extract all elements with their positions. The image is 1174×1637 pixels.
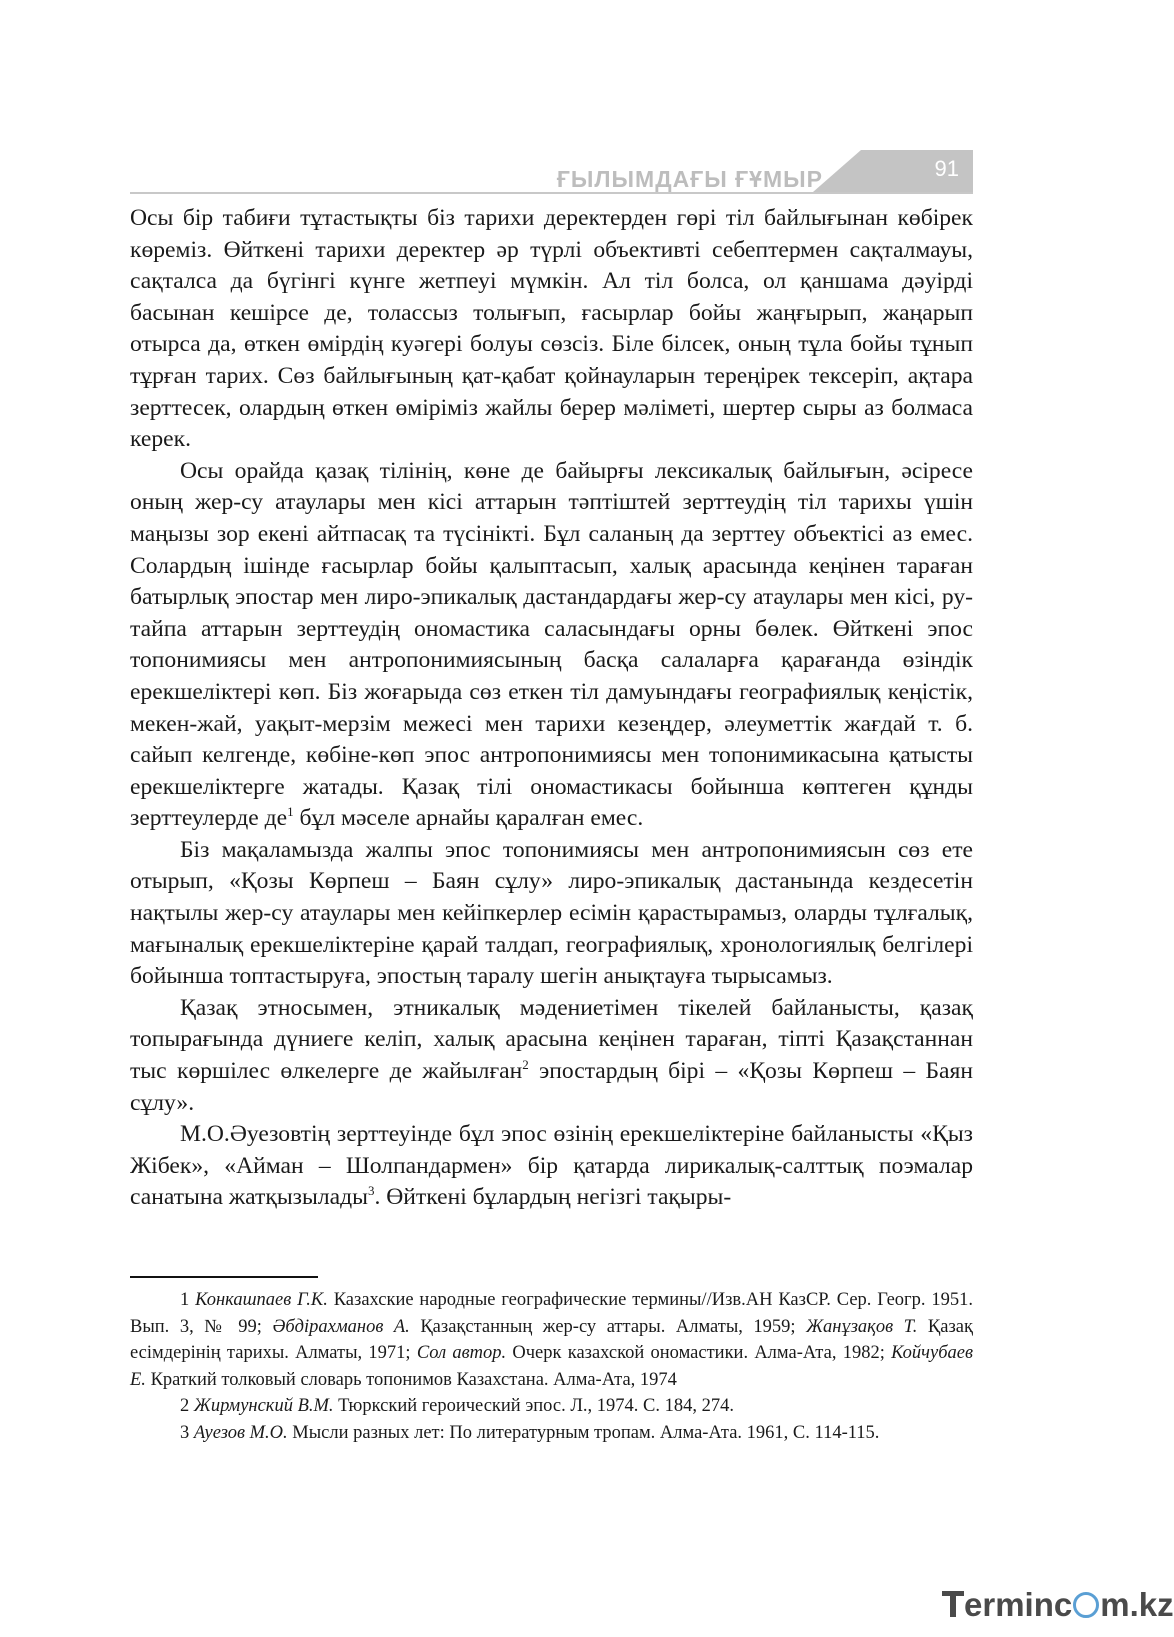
page-number: 91: [934, 156, 959, 181]
footnote-ref-1: 1: [287, 804, 294, 820]
footnote-1-author-3: Жанұзақов Т.: [806, 1316, 918, 1337]
main-text: [130, 203, 973, 1214]
paragraph-2: [130, 456, 973, 835]
footnote-1-author-4: Сол автор.: [416, 1343, 507, 1364]
paragraph-4-text-a: Қазақ этносымен, этникалық мәдениетімен тікелей байланысты, қазақ топырағында дүниеге келіп, халық арасына кеңінен тараған, тіпті Қазақстаннан тыс көршілес өлкелерге де жайылған: [130, 994, 973, 1085]
footnote-1-text-4: Очерк казахской ономастики. Алма-Ата, 1982;: [506, 1343, 892, 1364]
paragraph-2-text-b: бұл мәселе арнайы қаралған емес.: [293, 805, 644, 832]
watermark-text-3: m.kz: [1100, 1586, 1174, 1623]
footnote-2: [130, 1393, 973, 1420]
running-header: [130, 150, 973, 196]
footnote-3-number: 3: [180, 1422, 190, 1443]
footnote-1-number: 1: [180, 1290, 190, 1310]
footnote-1-text-3: Қазақ есімдерінің тарихы. Алматы, 1971;: [130, 1316, 973, 1364]
footnote-ref-2: 2: [522, 1057, 529, 1073]
footnote-separator: [130, 1276, 318, 1278]
footnote-1: [130, 1287, 973, 1393]
watermark-text-1: ermin: [964, 1586, 1054, 1623]
paragraph-1: Осы бір табиғи тұтастықты біз тарихи деректерден гөрі тіл байлығынан көбірек көреміз. Өйткені тарихи деректер әр түрлі объективті себептермен сақталмауы, сақталса да бүгінгі күнге жетпеуі мүмкін. Ал тіл болса, ол қаншама дәуірді басынан кешірсе де, толассыз толығып, ғасырлар бойы жаңғырып, жаңарып отырса да, өткен өмірдің куәгері болуы сөзсіз. Біле білсек, оның тұла бойы тұнып тұрған тарих. Сөз байлығының қат-қабат қойнауларын тереңірек тексеріп, ақтара зерттесек, олардың өткен өміріміз жайлы берер мәліметі, шертер сыры аз болмаса керек.: [130, 205, 973, 453]
paragraph-3: Біз мақаламызда жалпы эпос топонимиясы мен антропонимиясын сөз ете отырып, «Қозы Көрпеш – Баян сұлу» лиро-эпикалық дастанында кездесетін нақтылы жер-су атаулары мен кейіпкерлер есімін қарастырамыз, оларды тұлғалық, мағыналық ерекшеліктеріне қарай талдап, географиялық, хронологиялық белгілері бойынша топтастыруға, эпостың таралу шегін анықтауға тырысамыз.: [130, 836, 973, 990]
footnote-2-author: Жирмунский В.М.: [193, 1396, 334, 1417]
footnote-3-author: Ауезов М.О.: [193, 1422, 288, 1443]
footnote-2-number: 2: [180, 1396, 190, 1417]
paragraph-2-text-a: Осы орайда қазақ тілінің, көне де байырғы лексикалық байлығын, әсіресе оның жер-су атаулары мен кісі аттарын тәптіштей зерттеудің тіл тарихы үшін маңызы зор екені айтпасақ та түсінікті. Бұл саланың да зерттеу объектісі аз емес. Солардың ішінде ғасырлар бойы қалыптасып, халық арасында кеңінен тараған батырлық эпостар мен лиро-эпикалық дастандардағы жер-су атаулары мен кісі, ру-тайпа аттарын зерттеудің ономастика саласындағы орны бөлек. Өйткені эпос топонимиясы мен антропонимиясының басқа салаларға қарағанда өзіндік ерекшеліктері көп. Біз жоғарыда сөз еткен тіл дамуындағы географиялық кеңістік, мекен-жай, уақыт-мерзім межесі мен тарихи кезеңдер, әлеуметтік жағдай т. б. сайып келгенде, көбіне-көп эпос антропонимиясы мен топонимикасына қатысты ерекшеліктерге жатады. Қазақ тілі ономастикасы бойынша көптеген құнды зерттеулерде де: [130, 457, 973, 832]
footnote-1-text-1: Казахские народные географические термины//Изв.АН КазСР. Сер. Геогр. 1951. Вып. 3, № 99;: [130, 1290, 973, 1337]
watermark-text-2: c: [1053, 1586, 1073, 1623]
footnote-1-text-2: Қазақстанның жер-су аттары. Алматы, 1959;: [409, 1316, 807, 1337]
paragraph-5-text-a: М.О.Әуезовтің зерттеуінде бұл эпос өзінің ерекшеліктеріне байланысты «Қыз Жібек», «Айман – Шолпандармен» бір қатарда лирикалық-салттық поэмалар санатына жатқызылады: [130, 1121, 973, 1211]
footnotes: [130, 1287, 973, 1447]
footnote-ref-3: 3: [367, 1183, 375, 1199]
footnote-1-text-5: Краткий толковый словарь топонимов Казахстана. Алма-Ата, 1974: [145, 1369, 677, 1390]
footnote-2-text: Тюркский героический эпос. Л., 1974. С. 184, 274.: [333, 1396, 734, 1417]
paragraph-5-text-b: . Өйткені бұлардың негізгі тақыры-: [374, 1184, 732, 1211]
paragraph-4: [130, 993, 973, 1119]
footnote-3-text: Мысли разных лет: По литературным тропам. Алма-Ата. 1961, С. 114-115.: [287, 1422, 880, 1443]
footnote-3: [130, 1420, 973, 1447]
paragraph-4-text-b: эпостардың бірі – «Қозы Көрпеш – Баян сұлу».: [130, 1058, 973, 1116]
footnote-1-author-5: Койчубаев Е.: [130, 1343, 973, 1390]
t-letter-logo-icon: [942, 1589, 964, 1619]
site-watermark-logo: [942, 1586, 1174, 1624]
running-title: ҒЫЛЫМДАҒЫ ҒҰМЫР: [556, 166, 823, 192]
footnote-1-author-1: Конкашпаев Г.К.: [195, 1290, 328, 1310]
paragraph-5: [130, 1119, 973, 1214]
header-rule: [130, 192, 973, 194]
footnote-1-author-2: Әбдірахманов А.: [272, 1316, 410, 1337]
globe-ring-icon: [1073, 1592, 1099, 1618]
